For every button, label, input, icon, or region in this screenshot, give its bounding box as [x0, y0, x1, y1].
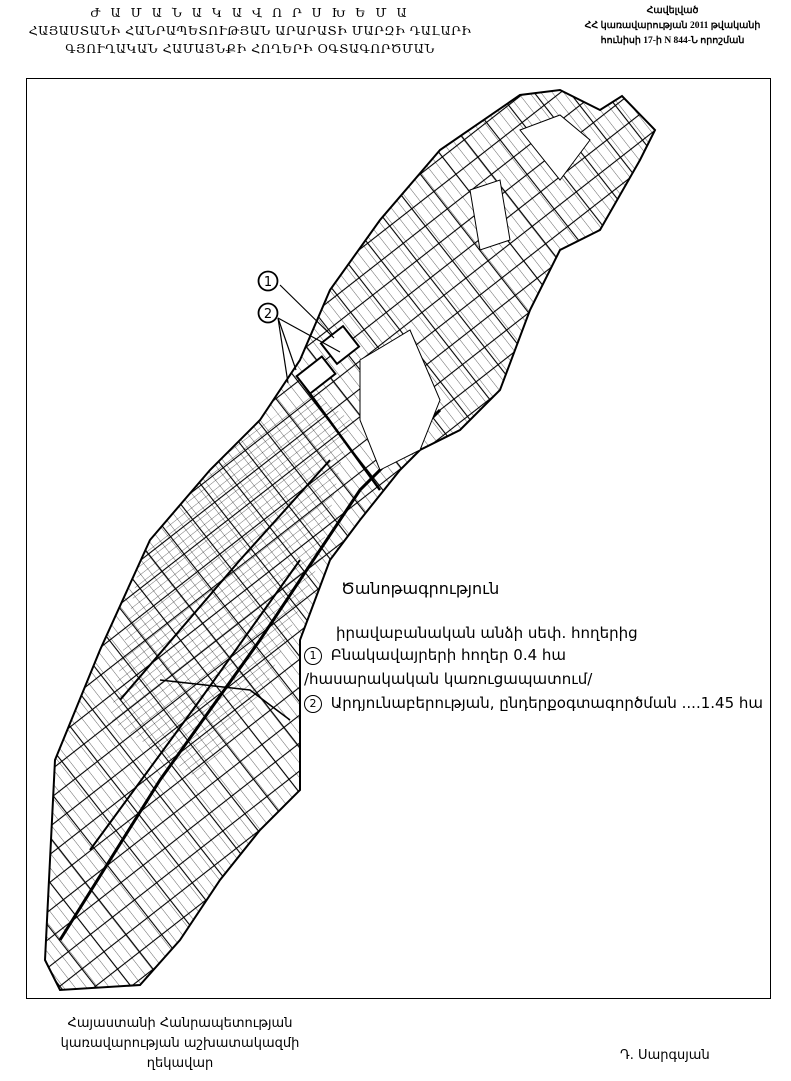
footer-line-1: Հայաստանի Հանրապետության	[67, 1016, 293, 1031]
approval-line-1: Հավելված	[646, 6, 699, 16]
marker-2-label: 2	[263, 307, 273, 322]
marker-2	[259, 304, 278, 323]
marker-1-label: 1	[263, 275, 273, 290]
signatory-name: Դ. Սարգսյան	[620, 1048, 710, 1063]
approval-line-3: հունիսի 17-ի N 844-Ն որոշման	[600, 36, 745, 46]
legend-item-1	[304, 643, 566, 667]
approval-line-2: ՀՀ կառավարության 2011 թվականի	[584, 21, 761, 31]
legend-item-1-note: /հասարակական կառուցապատում/	[304, 670, 593, 688]
header-line-2: ՀԱՅԱՍՏԱՆԻ ՀԱՆՐԱՊԵՏՈՒԹՅԱՆ ԱՐԱՐԱՏԻ ՄԱՐԶԻ ԴԱԼԱՐԻ	[28, 23, 472, 38]
legend-item-2-text: Արդյունաբերության, ընդերքօգտագործման ....1.45 հա	[330, 694, 763, 712]
legend-item-2	[304, 691, 763, 715]
legend-item-1-number: 1	[304, 647, 322, 665]
legend-item-2-number: 2	[304, 695, 322, 713]
signatory-title	[40, 1014, 320, 1074]
footer-line-2: կառավարության աշխատակազմի	[60, 1036, 300, 1051]
legend-title: Ծանոթագրություն	[341, 579, 500, 598]
legend-subtitle: իրավաբանական անձի սեփ. հողերից	[336, 624, 638, 642]
header-line-3: ԳՅՈՒՂԱԿԱՆ ՀԱՄԱՅՆՔԻ ՀՈՂԵՐԻ ՕԳՏԱԳՈՐԾՄԱՆ	[65, 41, 435, 56]
legend-item-1-text: Բնակավայրերի հողեր 0.4 հա	[330, 646, 567, 664]
marker-1	[259, 272, 278, 291]
header-title: Ժ Ա Մ Ա Ն Ա Կ Ա Վ Ո Ր Ս Խ Ե Մ Ա	[90, 5, 410, 20]
footer-line-3: ղեկավար	[146, 1056, 214, 1071]
